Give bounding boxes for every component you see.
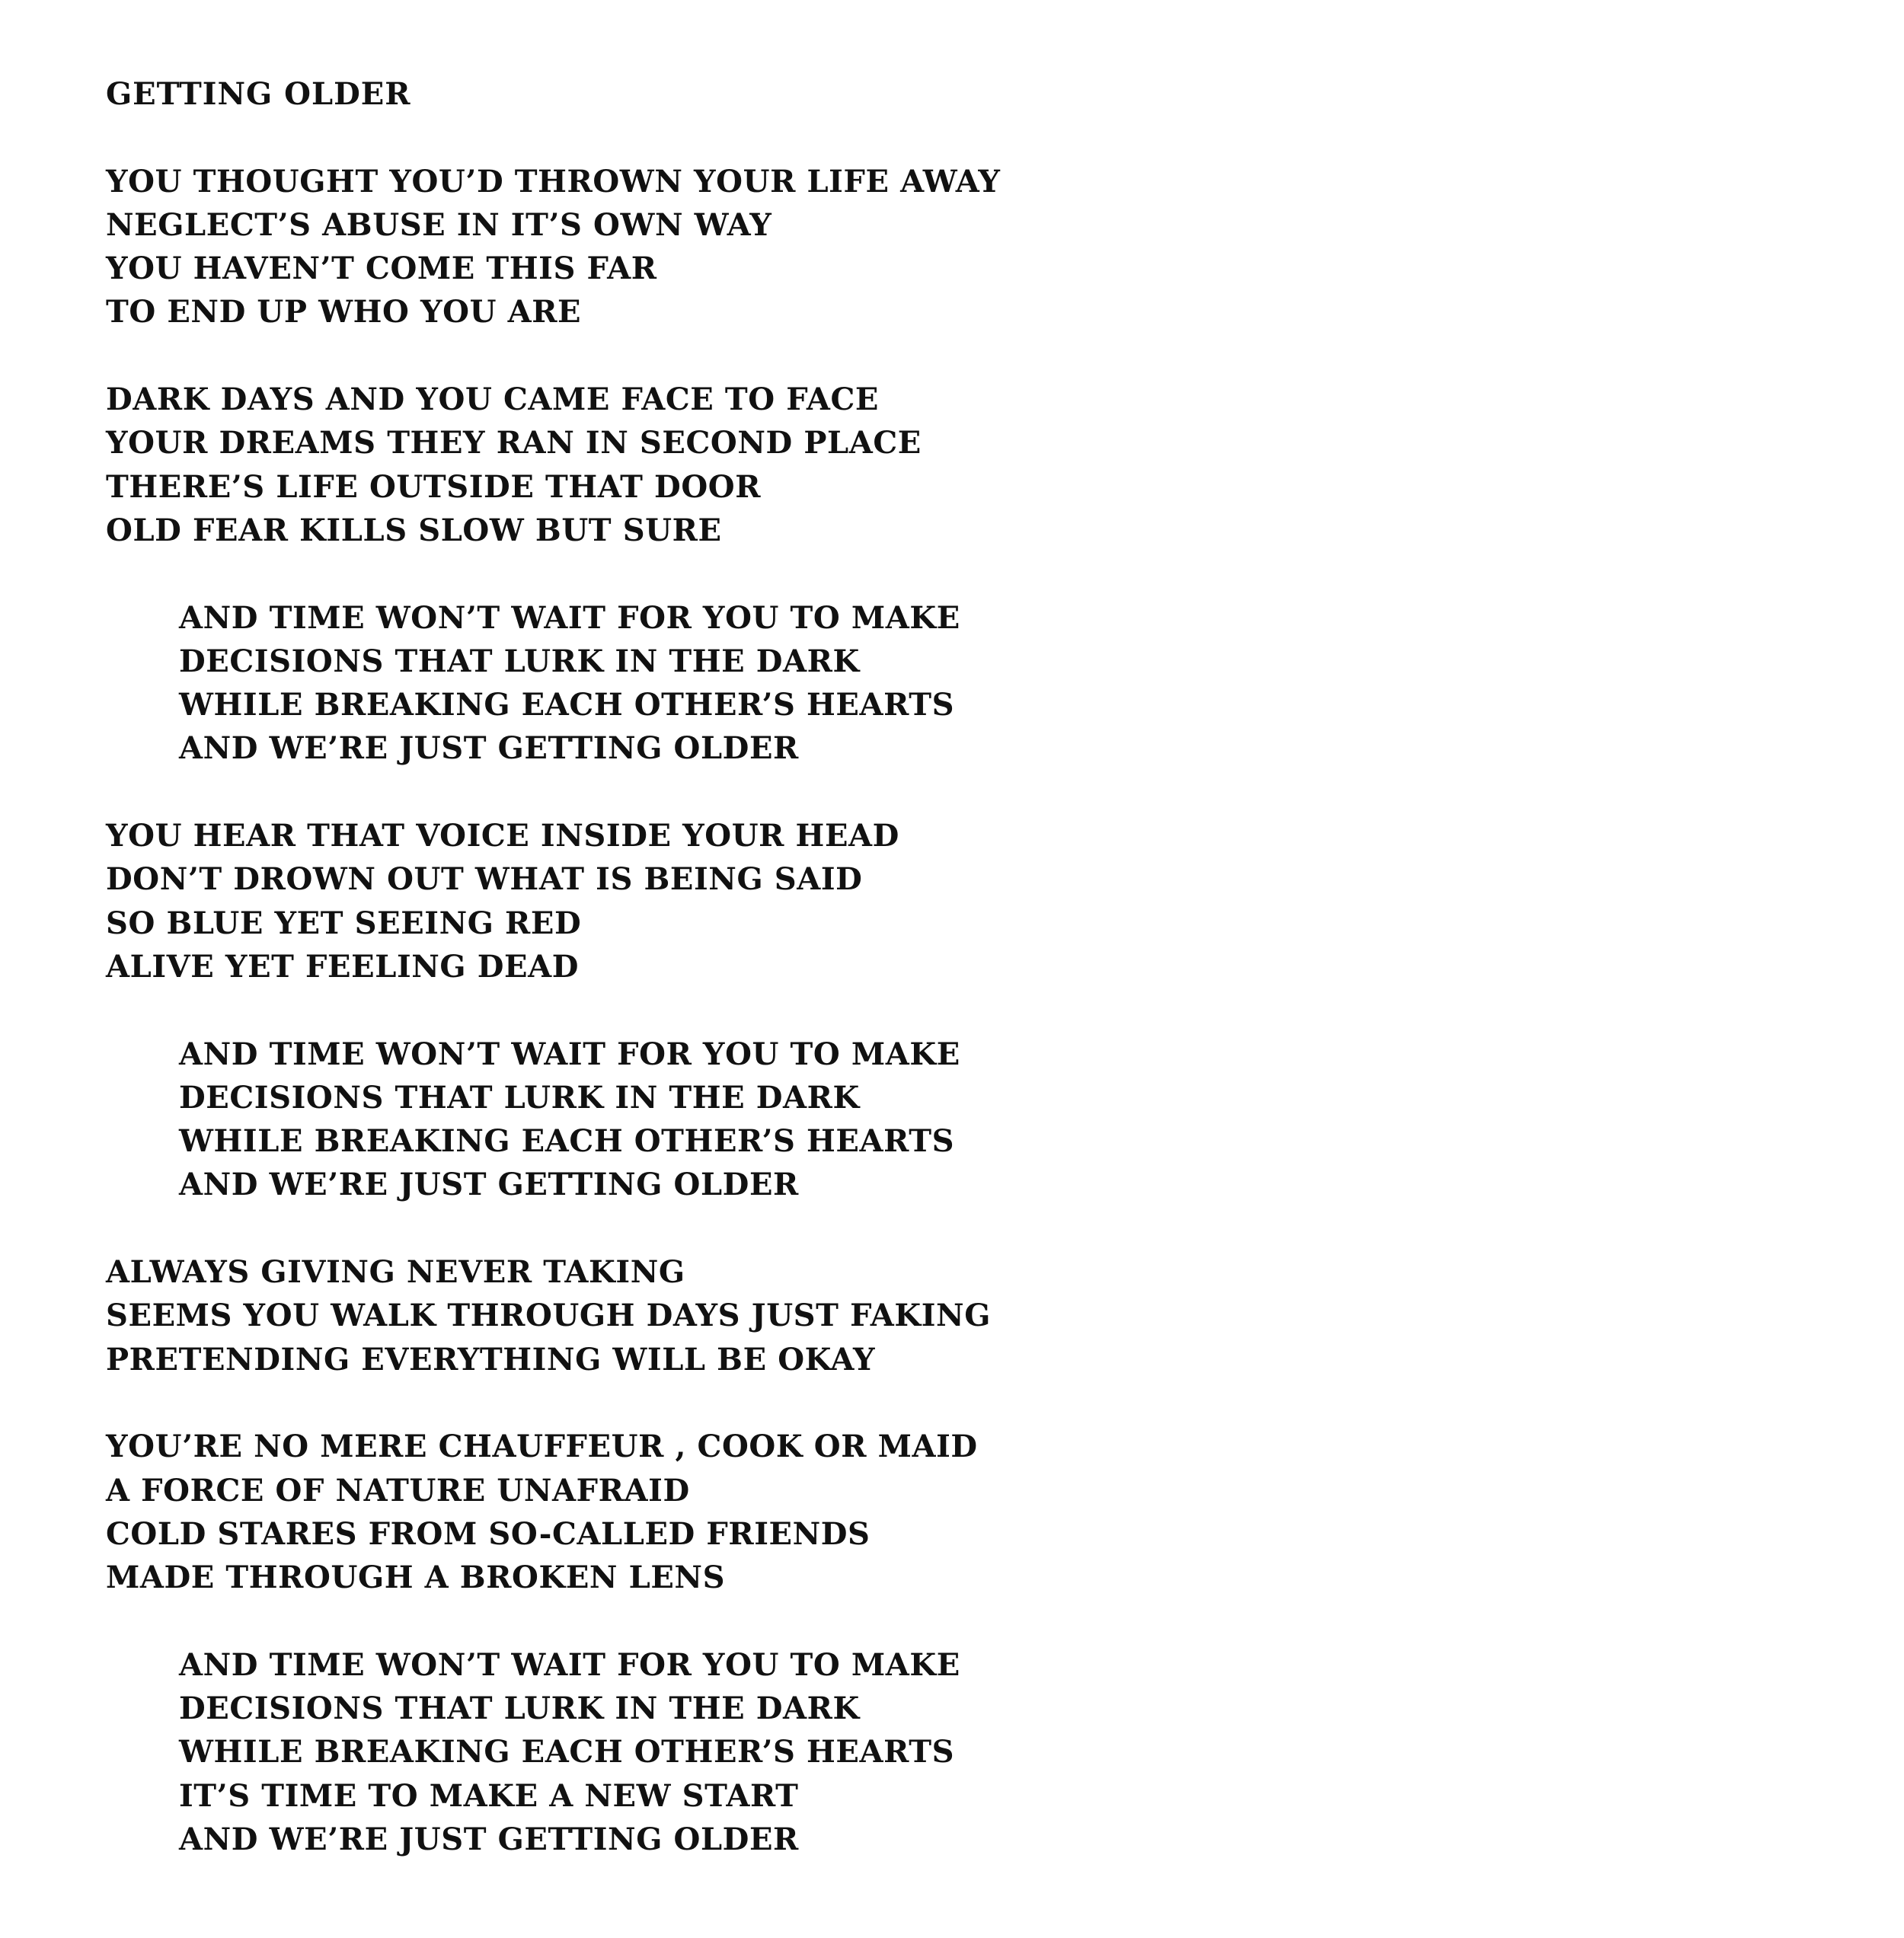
chorus-3 — [106, 1643, 1781, 1861]
lyric-line: ALIVE YET FEELING DEAD — [106, 948, 580, 985]
lyric-line: AND TIME WON’T WAIT FOR YOU TO MAKE — [179, 1646, 960, 1683]
lyric-line: ALWAYS GIVING NEVER TAKING — [106, 1254, 685, 1291]
lyric-line: SEEMS YOU WALK THROUGH DAYS JUST FAKING — [106, 1298, 991, 1334]
lyrics-page — [106, 72, 1781, 1861]
lyric-line: COLD STARES FROM SO-CALLED FRIENDS — [106, 1515, 871, 1552]
verse-4 — [106, 1425, 1781, 1599]
song-title: GETTING OLDER — [106, 76, 411, 112]
lyric-line: OLD FEAR KILLS SLOW BUT SURE — [106, 512, 722, 548]
lyric-line: DON’T DROWN OUT WHAT IS BEING SAID — [106, 861, 863, 898]
verse-2 — [106, 378, 1781, 552]
lyric-line: WHILE BREAKING EACH OTHER’S HEARTS — [179, 1734, 955, 1770]
lyric-line: SO BLUE YET SEEING RED — [106, 905, 582, 941]
lyric-line: YOUR DREAMS THEY RAN IN SECOND PLACE — [106, 425, 922, 461]
lyric-line: AND WE’RE JUST GETTING OLDER — [179, 730, 799, 767]
verse-1 — [106, 160, 1781, 334]
chorus-2 — [106, 1033, 1781, 1207]
lyric-line: WHILE BREAKING EACH OTHER’S HEARTS — [179, 687, 955, 723]
lyric-line: AND TIME WON’T WAIT FOR YOU TO MAKE — [179, 1036, 960, 1072]
lyric-line: DECISIONS THAT LURK IN THE DARK — [179, 1079, 860, 1116]
lyric-line: TO END UP WHO YOU ARE — [106, 294, 582, 330]
lyric-line: YOU’RE NO MERE CHAUFFEUR , COOK OR MAID — [106, 1429, 978, 1465]
lyric-line: WHILE BREAKING EACH OTHER’S HEARTS — [179, 1123, 955, 1160]
lyric-line: AND TIME WON’T WAIT FOR YOU TO MAKE — [179, 599, 960, 636]
lyric-line: DECISIONS THAT LURK IN THE DARK — [179, 1690, 860, 1726]
lyric-line: THERE’S LIFE OUTSIDE THAT DOOR — [106, 468, 762, 505]
lyric-line: NEGLECT’S ABUSE IN IT’S OWN WAY — [106, 206, 772, 243]
lyric-line: PRETENDING EVERYTHING WILL BE OKAY — [106, 1341, 876, 1378]
lyric-line: IT’S TIME TO MAKE A NEW START — [179, 1777, 799, 1814]
lyric-line: YOU HAVEN’T COME THIS FAR — [106, 251, 657, 287]
lyric-line: DARK DAYS AND YOU CAME FACE TO FACE — [106, 382, 880, 418]
lyric-line: YOU THOUGHT YOU’D THROWN YOUR LIFE AWAY — [106, 163, 1001, 200]
lyric-line: DECISIONS THAT LURK IN THE DARK — [179, 643, 860, 679]
chorus-1 — [106, 596, 1781, 771]
lyric-line: AND WE’RE JUST GETTING OLDER — [179, 1167, 799, 1203]
lyric-line: MADE THROUGH A BROKEN LENS — [106, 1560, 726, 1596]
lyric-line: AND WE’RE JUST GETTING OLDER — [179, 1821, 799, 1857]
verse-3 — [106, 814, 1781, 988]
lyric-line: A FORCE OF NATURE UNAFRAID — [106, 1472, 690, 1509]
bridge — [106, 1250, 1781, 1381]
lyric-line: YOU HEAR THAT VOICE INSIDE YOUR HEAD — [106, 818, 899, 854]
